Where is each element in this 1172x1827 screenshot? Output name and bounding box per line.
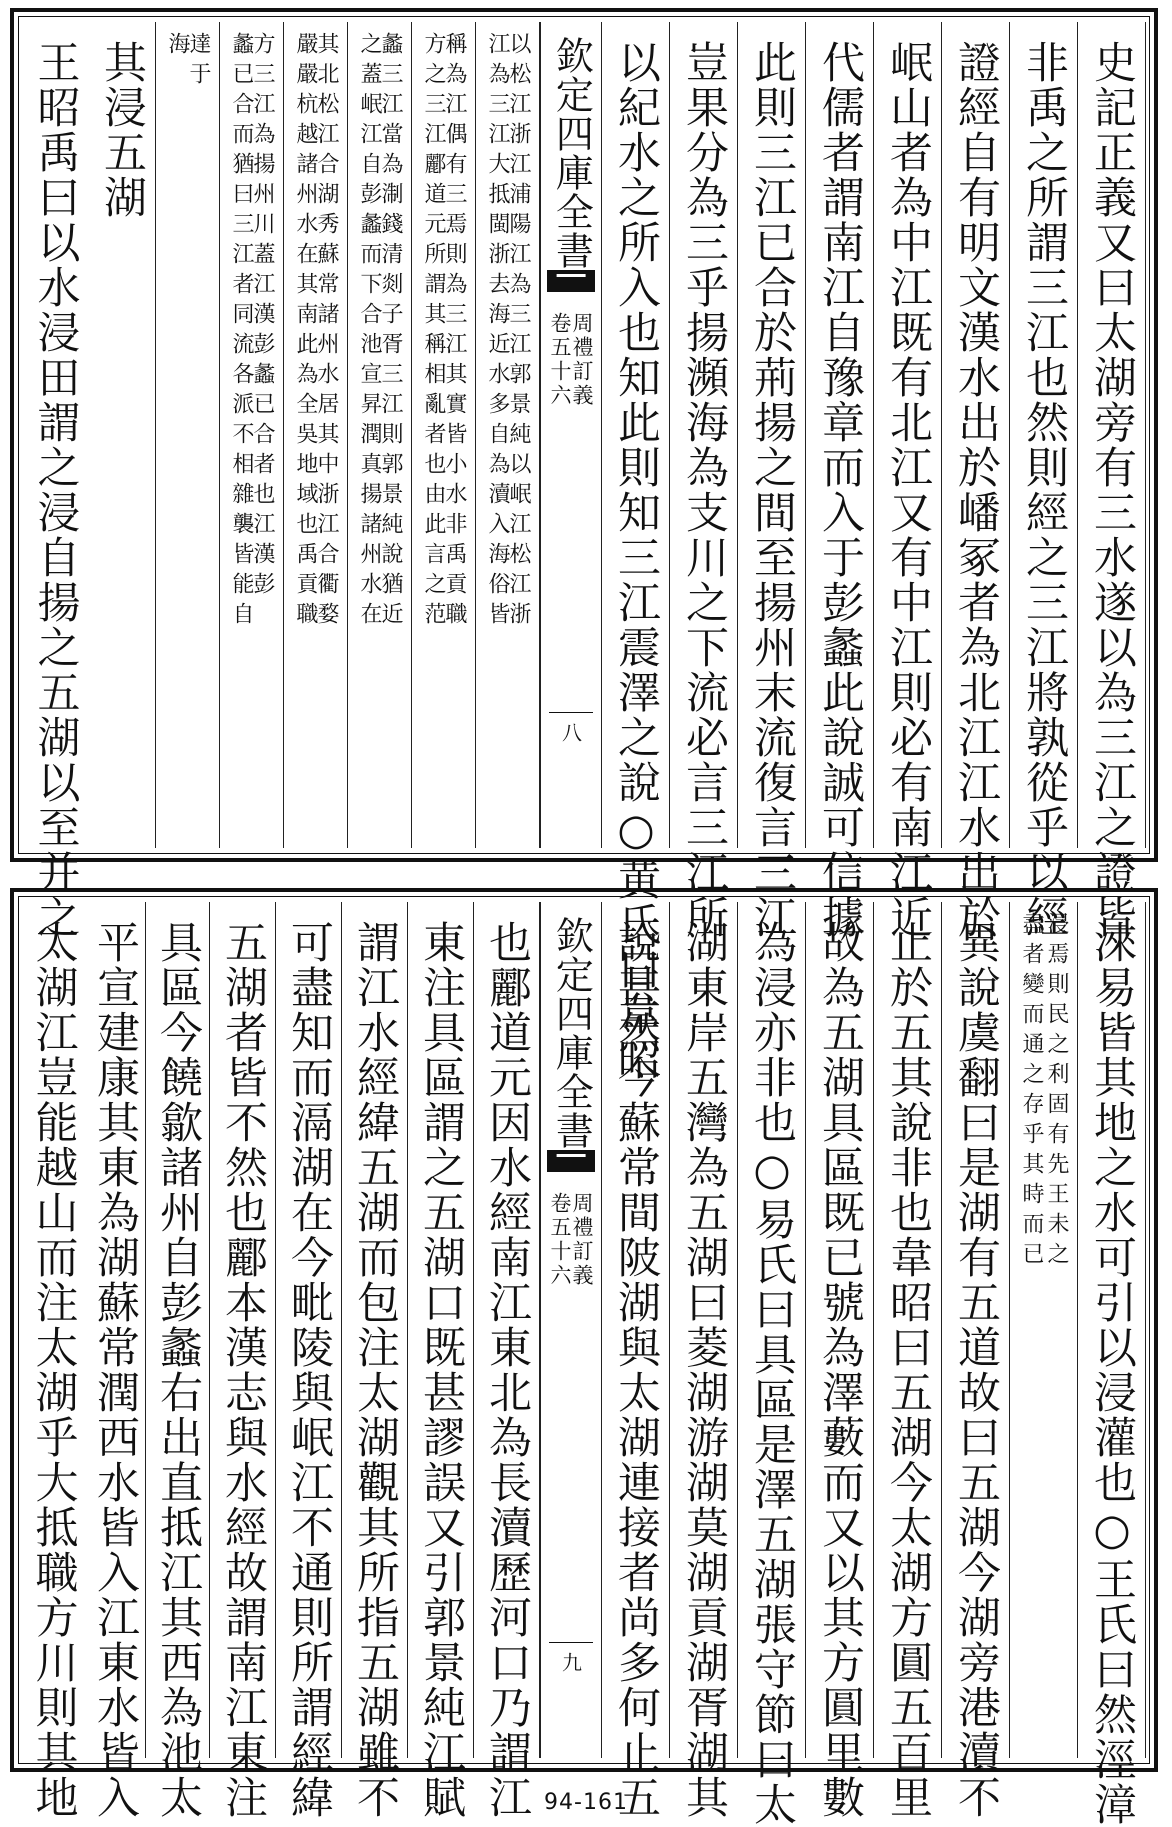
note-text-left: 江為三江大抵閩浙去海近水多自為瀆入海俗皆 [485,32,510,632]
column-text: 止於五其說非也韋昭曰五湖今太湖方圓五百里 [883,920,933,1820]
main-column [146,902,210,1820]
column-text: 以紀水之所入也知此則知三江震澤之說○黄氏曰韋昭 [611,40,661,1082]
main-column [408,902,474,1820]
note-text-right: 其北松江合湖秀蘇常諸州水居其中浙江合衢婺 [314,32,339,632]
fish-tail-ornament [547,1150,595,1172]
main-column [210,902,276,1820]
main-column [1078,22,1146,940]
column-text: 代儒者謂南江自豫章而入于彭蠡此說誠可信據 [815,40,865,940]
note-column [156,22,220,848]
note-column [220,22,284,848]
main-column [602,902,670,1820]
header-book-volume [549,312,593,408]
header-rule [549,712,593,713]
column-text: 其浸五湖 [97,40,147,220]
column-text: 也酈道元因水經南江東北為長瀆歷河口乃謂江 [482,920,532,1820]
note-text-left: 盡者變而通之存乎其時而已 [1019,912,1044,1272]
note-text-right: 達于 [186,32,211,92]
column-text: 五湖者皆不然也酈本漢志與水經故謂南江東注 [218,920,268,1820]
column-text: 太湖江豈能越山而注太湖乎大抵職方川則其地 [28,920,79,1820]
column-text: 王昭禹曰以水浸田謂之浸自揚之五湖以至并之 [30,40,81,940]
note-text-left: 蠡已合而猶曰三江者同流各派不相雜襲皆能自 [229,32,254,632]
note-text-left: 方之三江酈道元所謂其稱相亂者也由此言之范 [421,32,446,632]
main-column [874,22,942,940]
header-page-num: 九 [558,1652,583,1672]
main-column [1078,902,1146,1827]
note-column [1010,902,1078,1758]
column-text: 湖東岸五灣為五湖曰菱湖游湖莫湖貢湖胥湖其 [679,920,729,1820]
column-text: 豈果分為三乎揚瀕海為支川之下流必言三江所 [679,40,729,940]
top-page-columns [22,22,1146,1082]
header-title: 欽定四庫全書 [549,916,594,1150]
header-book: 周禮訂義 [570,312,595,408]
header-volume: 卷五十六 [548,312,572,408]
note-text-left: 嚴嚴杭越諸州水在其南此為全吳地域也禹貢職 [293,32,318,632]
note-column [476,22,540,848]
fish-tail-ornament [547,270,595,292]
page-code: 94-161 [544,1790,628,1815]
center-header-column [540,902,602,1758]
column-text: 故為五湖具區既已號為澤藪而又以其方圓里數 [815,920,865,1820]
column-text: 說甚然今蘇常間陂湖與太湖連接者尚多何止五 [611,920,661,1820]
main-column [276,902,342,1820]
column-text: 具區今饒歙諸州自彭蠡右出直抵江其西為池太 [153,920,203,1820]
main-column [474,902,540,1820]
note-text-right: 浸焉則民之利固有先王未之 [1044,912,1069,1272]
main-column [806,22,874,940]
column-text: 平宣建康其東為湖蘇常潤西水皆入江東水皆入 [90,920,140,1820]
note-column [412,22,476,848]
column-text: 此則三江已合於荊揚之間至揚州末流復言三江 [747,40,797,940]
main-column [670,22,738,940]
center-header-column [540,22,602,848]
column-text: 證經自有明文漢水出於嶓冢者為北江江水出於 [951,40,1001,940]
main-column [342,902,408,1820]
header-book: 周禮訂義 [570,1192,595,1288]
note-text-right: 以松江浙江浦陽江為三江郭景純以岷江松江浙 [506,32,531,632]
main-column [22,22,88,940]
note-text-right: 蠡三江當為淛錢清剡子胥三江則郭景純說猶近 [378,32,403,632]
column-text: 異說虞翻曰是湖有五道故曰五湖今湖旁港瀆不 [951,920,1001,1820]
note-text-left: 海 [165,32,190,62]
main-column [1010,22,1078,940]
note-column [284,22,348,848]
main-column [806,902,874,1820]
column-text: 謂江水經緯五湖而包注太湖觀其所指五湖雖不 [350,920,400,1820]
main-column [738,22,806,940]
column-text: 為浸亦非也○易氏曰具區是澤五湖張守節曰太 [747,920,797,1827]
note-text-right: 方三江為揚州川蓋江漢彭蠡已合者也江漢彭 [250,32,275,602]
main-column [670,902,738,1820]
note-text-right: 稱為江偶有三焉則為三江其實皆小水非禹貢職 [442,32,467,632]
main-column [22,902,84,1820]
column-text: 史記正義又曰太湖旁有三水遂以為三江之證皆 [1087,40,1137,940]
main-column [738,902,806,1827]
main-column [84,902,146,1820]
column-text: 岷山者為中江既有北江又有中江則必有南江近 [883,40,933,940]
note-text-left: 之蓋岷江自彭蠡而下合池宣昇潤真揚諸州水在 [357,32,382,632]
column-text: 非禹之所謂三江也然則經之三江將孰從乎以經 [1019,40,1069,940]
column-text: 可盡知而滆湖在今毗陵與岷江不通則所謂經緯 [284,920,334,1820]
header-title: 欽定四庫全書 [549,36,594,270]
column-text: 東注具區謂之五湖口既甚謬誤又引郭景純江賦 [416,920,466,1820]
main-column [602,22,670,1082]
main-column [942,22,1010,940]
header-book-volume [549,1192,593,1288]
note-column [348,22,412,848]
main-column [874,902,942,1820]
main-column [88,22,156,848]
header-volume: 卷五十六 [548,1192,572,1288]
column-text: 淶易皆其地之水可引以浸灌也○王氏曰然涇漳 [1087,920,1137,1827]
header-page-num: 八 [558,722,583,742]
header-rule [549,1642,593,1643]
main-column [942,902,1010,1820]
